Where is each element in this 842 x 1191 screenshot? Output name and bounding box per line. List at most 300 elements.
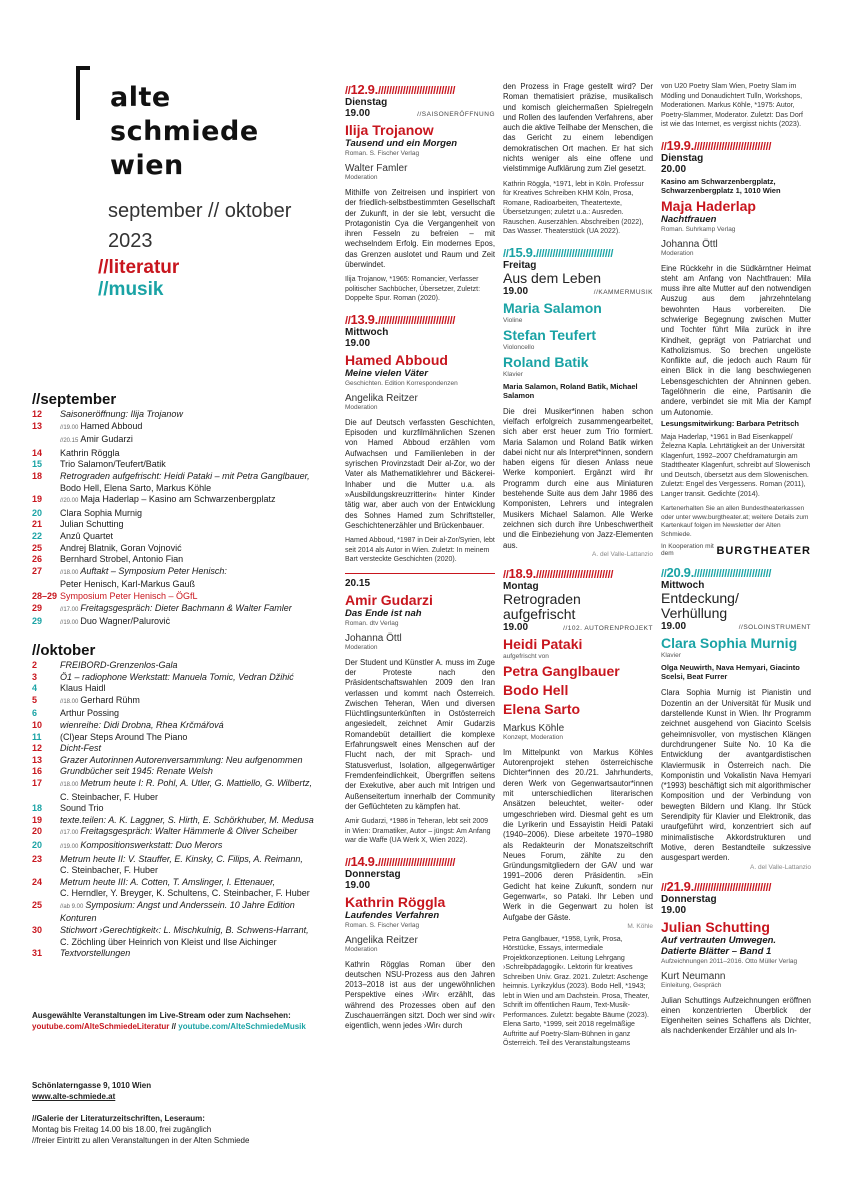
calendar-time: //ab 9.00 — [60, 903, 84, 910]
calendar-date: 13 — [32, 754, 43, 765]
calendar-date: 19 — [32, 494, 43, 505]
calendar-entry — [32, 579, 332, 591]
author-bio: Kathrin Röggla, *1971, lebt in Köln. Professur für Kreatives Schreiben KHM Köln, Prosa, Romane, Radioarbeiten, Theatertexte, Übersetzungen; zuletzt u.a.: Ausreden. Rauschen. Auserzählen. Abschreiben (2022), Das Wasser. Theaterstück (UA 2022). — [503, 180, 644, 236]
calendar-date — [32, 888, 60, 900]
weekday: Dienstag — [661, 152, 704, 164]
calendar-entry — [32, 531, 332, 543]
calendar-entry — [32, 471, 332, 483]
stream-text: Ausgewählte Veranstaltungen im Live-Stream oder zum Nachsehen: — [32, 1011, 291, 1020]
calendar-title-text: Sound Trio — [60, 803, 104, 814]
september-heading: //september — [32, 391, 117, 408]
calendar-title — [60, 566, 332, 580]
calendar-title-text: texte.teilen: A. K. Laggner, S. Hirth, E. Schörkhuber, M. Medusa — [60, 814, 314, 825]
gallery-heading: //Galerie der Literaturzeitschriften, Leseraum: — [32, 1114, 205, 1123]
calendar-date: 29 — [32, 616, 43, 627]
performer: Clara Sophia Murnig — [661, 635, 798, 652]
oktober-list — [32, 660, 332, 960]
calendar-title-text: Symposium Peter Henisch – ÖGfL — [60, 590, 198, 601]
calendar-entry — [32, 803, 332, 815]
calendar-entry — [32, 888, 332, 900]
calendar-date — [32, 483, 60, 495]
event-roeggla-continued — [503, 82, 653, 237]
calendar-entry — [32, 683, 332, 695]
column-2 — [503, 82, 653, 1057]
calendar-title — [60, 948, 332, 960]
calendar-title-text: C. Steinbacher, F. Huber — [60, 865, 159, 876]
moderator-role: Einleitung, Gespräch — [661, 981, 722, 989]
calendar-title-text: Peter Henisch, Karl-Markus Gauß — [60, 579, 196, 590]
calendar-title — [60, 591, 332, 603]
calendar-title-text: Retrograden aufgefrischt: Heidi Pataki – mit Petra Ganglbauer, — [60, 470, 310, 481]
calendar-time: //20.15 — [60, 438, 79, 445]
calendar-title-text: Amir Gudarzi — [80, 434, 133, 445]
calendar-time: //18.00 — [60, 781, 79, 788]
calendar-title — [60, 854, 332, 866]
moderator-role: Konzept, Moderation — [503, 733, 563, 741]
calendar-title-text: Bodo Hell, Elena Sarto, Markus Köhle — [60, 482, 212, 493]
photo-credit: A. del Valle-Lattanzio — [750, 863, 811, 871]
calendar-date: 10 — [32, 719, 43, 730]
instrument-2: Violoncello — [503, 343, 535, 351]
calendar-date: 20 — [32, 826, 43, 837]
logo-text-3: wien — [110, 150, 184, 181]
calendar-date: 25 — [32, 899, 43, 910]
calendar-entry — [32, 743, 332, 755]
stream-info — [32, 1010, 306, 1032]
calendar-title-text: Clara Sophia Murnig — [60, 507, 143, 518]
event-murnig — [661, 565, 811, 870]
calendar-entry — [32, 409, 332, 421]
guest-1: Petra Ganglbauer — [503, 662, 620, 679]
logo-text-2: schmiede — [110, 116, 259, 147]
calendar-date: 12 — [32, 409, 43, 419]
calendar-entry — [32, 900, 332, 914]
cooperation-text: In Kooperation mit dem — [661, 543, 714, 558]
publisher: Roman. S. Fischer Verlag — [345, 921, 420, 929]
logo-mark-icon — [76, 66, 90, 120]
calendar-entry — [32, 591, 332, 603]
calendar-entry — [32, 603, 332, 617]
author-bio: Amir Gudarzi, *1986 in Teheran, lebt seit 2009 in Wien: Dramatiker, Autor – jüngst: Am Anfang war die Waffe (UA Werk X, Wien 2022). — [345, 818, 491, 845]
calendar-title-text: Konturen — [60, 913, 97, 924]
venue-address: Kasino am Schwarzenbergplatz, Schwarzenbergplatz 1, 1010 Wien — [661, 176, 781, 195]
instrument-3: Klavier — [503, 370, 523, 378]
performer-3: Roland Batik — [503, 353, 589, 370]
calendar-title-text: Arthur Possing — [60, 708, 120, 719]
event-pataki — [503, 566, 653, 1049]
event-trio — [503, 245, 653, 558]
calendar-date: 3 — [32, 671, 38, 682]
calendar-entry — [32, 660, 332, 672]
logo-text-1: alte — [110, 82, 171, 113]
calendar-title-text: Kathrin Röggla — [60, 447, 120, 458]
link-separator: // — [169, 1022, 179, 1031]
calendar-title — [60, 543, 332, 555]
calendar-date: 5 — [32, 694, 38, 705]
performer-1: Maria Salamon — [503, 299, 602, 316]
time-line: 19.00 //102. AUTORENPROJEKT — [503, 621, 653, 633]
calendar-title — [60, 732, 332, 744]
calendar-date: 20 — [32, 507, 43, 518]
calendar-title — [60, 434, 332, 448]
author-name: Julian Schutting — [661, 918, 770, 935]
calendar-date: 4 — [32, 683, 38, 694]
calendar-date: 18 — [32, 803, 43, 814]
calendar-title — [60, 554, 332, 566]
calendar-time: //19.00 — [60, 843, 79, 850]
book-title: Laufendes Verfahren — [345, 909, 440, 921]
author-bio: Maja Haderlap, *1961 in Bad Eisenkappel/Železna Kapla. Lehrtätigkeit an der Universität Klagenfurt, 1992–2007 Chefdramaturgin am Stadttheater Klagenfurt, schreibt auf Slowenisch und Deutsch, übersetzt aus dem Slowenischen. Zuletzt: Engel des Vergessens. Roman (2011), Langer transit. Gedichte (2014). — [661, 433, 811, 498]
event-trojanow — [345, 82, 495, 304]
calendar-title — [60, 755, 332, 767]
calendar-title — [60, 937, 332, 949]
category-musik: //musik — [98, 279, 164, 300]
instrument-1: Violine — [503, 316, 523, 324]
calendar-time: //19.00 — [60, 620, 79, 627]
calendar-date: 14 — [32, 447, 43, 458]
calendar-entry — [32, 815, 332, 827]
calendar-entry — [32, 865, 332, 877]
calendar-title — [60, 925, 332, 937]
photo-credit: A. del Valle-Lattanzio — [592, 550, 653, 558]
calendar-title-text: Dicht-Fest — [60, 743, 102, 754]
weekday: Donnerstag — [345, 868, 401, 880]
calendar-entry — [32, 434, 332, 448]
calendar-title-text: Freitagsgespräch: Walter Hämmerle & Oliver Scheiber — [80, 826, 298, 837]
calendar-date: 24 — [32, 876, 43, 887]
ticket-info: Kartenerhalten Sie an allen Bundestheaterkassen oder unter www.burgtheater.at; weitere Details zum Kartenkauf folgen im Newsletter der Alten Schmiede. — [661, 505, 809, 538]
calendar-entry — [32, 913, 332, 925]
calendar-title-text: Textvorstellungen — [60, 948, 131, 959]
date-bar: //19.9.//////////////////////////// — [661, 137, 772, 153]
moderator-role: Moderation — [345, 945, 378, 953]
calendar-entry — [32, 519, 332, 531]
calendar-date: 20 — [32, 839, 43, 850]
event-description: Kathrin Rögglas Roman über den deutschen NSU-Prozess aus den Jahren 2013–2018 ist aus der ungewöhnlichen Perspektive eines ›Wir‹ erzählt, das während des Prozesses oben auf den Zuschauerrängen sitzt. Doch wer sind ›wir‹ eigentlich, wenn jedes ›Wir‹ durch — [345, 959, 495, 1031]
calendar-title-text: C. Herndler, Y. Breyger, K. Schultens, C. Steinbacher, F. Huber — [60, 888, 310, 899]
publisher: Geschichten. Edition Korrespondenzen — [345, 379, 458, 387]
calendar-title — [60, 877, 332, 889]
calendar-entry — [32, 566, 332, 580]
calendar-title — [60, 900, 332, 914]
calendar-date — [32, 865, 60, 877]
calendar-entry — [32, 854, 332, 866]
calendar-time: //20.00 — [60, 498, 79, 505]
event-haderlap — [661, 138, 811, 558]
composers: Maria Salamon, Roland Batik, Michael Salamon — [503, 381, 638, 400]
season — [108, 196, 291, 256]
calendar-title — [60, 743, 332, 755]
publisher: Roman. dtv Verlag — [345, 619, 399, 627]
calendar-title-text: Kompositionswerkstatt: Duo Merors — [80, 839, 223, 850]
calendar-date: 22 — [32, 530, 43, 541]
calendar-title-text: Maja Haderlap – Kasino am Schwarzenbergplatz — [80, 494, 276, 505]
calendar-title-text: Julian Schutting — [60, 519, 124, 530]
reading-participation: Lesungsmitwirkung: Barbara Petritsch — [661, 418, 799, 428]
calendar-title-text: Symposium: Angst und Anderssein. 10 Jahre Edition — [85, 899, 295, 910]
calendar-title-text: (Cl)ear Steps Around The Piano — [60, 731, 188, 742]
event-description: Eine Rückkehr in die Südkärntner Heimat steht am Anfang von Nachtfrauen: Mila muss ihre alte Mutter auf den notwendigen Auszug aus dem jahrzehntelang bewohnten Haus vorbereiten. Die schwierige Begegnung zwischen Mutter und Tochter führt Mila zurück in ihre Kindheit, geprägt von Patriarchat und Katholizismus. So brechen ungelöste Konflikte auf, die jedoch auch Raum für einen Blick in die lang beschwiegenen Lebensgeschichten der Ahninnen geben. Tagelöhnerin die eine, Partisanin die andere, verbindet sie mit Mia der Kampf um Autonomie. — [661, 263, 811, 417]
category-literatur: //literatur — [98, 257, 180, 278]
calendar-entry — [32, 755, 332, 767]
calendar-title — [60, 409, 332, 421]
event-description: Julian Schuttings Aufzeichnungen eröffnen einen konzentrierten Überblick der Eigenheiten seines Schaffens als Dichter, als nachdenkender Erzähler und als In- — [661, 995, 811, 1036]
calendar-title-text: Gerhard Rühm — [80, 694, 140, 705]
calendar-time: //18.00 — [60, 698, 79, 705]
burgtheater-logo: BURGTHEATER — [716, 545, 811, 558]
september-list — [32, 409, 332, 630]
calendar-date: 11 — [32, 731, 42, 742]
program-title-1: Entdeckung/ — [661, 590, 739, 607]
calendar-title-text: Grazer Autorinnen Autorenversammlung: Neu aufgenommen — [60, 754, 303, 765]
calendar-time: //17.00 — [60, 606, 79, 613]
performer-2: Stefan Teufert — [503, 326, 597, 343]
calendar-title — [60, 695, 332, 709]
calendar-date: 18 — [32, 470, 43, 481]
calendar-title — [60, 494, 332, 508]
guests-bio: von U20 Poetry Slam Wien, Poetry Slam im Mödling und Donaudichtert Tulln, Workshops, Moderationen. Markus Köhle, *1975: Autor, Poetry-Slammer, Moderator. Zuletzt: Das Dorf ist wie das Internet, es vergisst nichts (2023). — [661, 83, 803, 128]
weekday: Dienstag — [345, 97, 388, 108]
time-line: 19.00 — [345, 879, 371, 891]
calendar-date — [32, 434, 60, 448]
calendar-title — [60, 421, 332, 435]
publisher: Roman. S. Fischer Verlag — [345, 150, 420, 157]
calendar-title — [60, 448, 332, 460]
cooperation — [661, 543, 811, 557]
calendar-entry — [32, 672, 332, 684]
author-name: Maja Haderlap — [661, 197, 756, 214]
moderator-role: Moderation — [345, 403, 378, 411]
calendar-date: 30 — [32, 925, 43, 936]
calendar-entry — [32, 543, 332, 555]
oktober-heading: //oktober — [32, 642, 96, 659]
calendar-entry — [32, 708, 332, 720]
publisher: Roman. Suhrkamp Verlag — [661, 225, 736, 233]
calendar-entry — [32, 421, 332, 435]
calendar-date: 12 — [32, 743, 43, 754]
calendar-date — [32, 913, 60, 925]
calendar-title-text: Duo Wagner/Paluroviċ — [80, 616, 171, 627]
column-3 — [661, 82, 811, 1045]
calendar-entry — [32, 732, 332, 744]
book-title-1: Auf vertrauten Umwegen. — [661, 934, 777, 946]
moderator: Angelika Reitzer — [345, 392, 418, 404]
calendar-title — [60, 471, 332, 483]
event-description: den Prozess in Frage gestellt wird? Der Roman thematisiert präzise, musikalisch und komisch gleichermaßen Spielregeln und Rollen des laufenden Verfahrens, aber auch die aktive Teilhabe der Menschen, die das Gericht zu einem lebendigen demokratischen Ort machen. Er hat sich nichts weniger als eine offene und vielstimmige Aufklärung zum Ziel gesetzt. — [503, 82, 653, 174]
time-line: 20.00 — [661, 163, 687, 175]
calendar-title-text: Andrej Blatnik, Goran Vojnović — [60, 542, 182, 553]
date-bar: //20.9.//////////////////////////// — [661, 565, 772, 581]
weekday: Donnerstag — [661, 893, 717, 905]
calendar-date: 15 — [32, 459, 43, 470]
calendar-title — [60, 840, 332, 854]
calendar-title — [60, 531, 332, 543]
calendar-title — [60, 579, 332, 591]
calendar-date: 28–29 — [32, 590, 58, 601]
youtube-musik-link[interactable]: youtube.com/AlteSchmiedeMusik — [178, 1022, 306, 1031]
calendar-entry — [32, 766, 332, 778]
free-entry: //freier Eintritt zu allen Veranstaltungen in der Alten Schmiede — [32, 1136, 250, 1145]
calendar-title-text: Saisoneröffnung: Ilija Trojanow — [60, 409, 183, 419]
calendar-entry — [32, 720, 332, 732]
calendar-title-text: C. Zöchling über Heinrich von Kleist und Ilse Aichinger — [60, 936, 277, 947]
book-title-2: Datierte Blätter – Band 1 — [661, 945, 772, 957]
season-months: september // oktober — [108, 200, 292, 222]
calendar-title-text: Metrum heute III: A. Cotten, T. Amslinger, I. Ettenauer, — [60, 876, 276, 887]
calendar-title-text: Metrum heute I: R. Pohl, A. Utler, G. Mattiello, G. Wilbertz, — [80, 777, 313, 788]
author-name: Heidi Pataki — [503, 635, 583, 652]
divider — [345, 573, 495, 574]
author-name: Hamed Abboud — [345, 351, 448, 368]
calendar-title-text: Auftakt – Symposium Peter Henisch: — [80, 565, 227, 576]
date-bar: //12.9.//////////////////////////// — [345, 82, 456, 97]
publisher: Aufzeichnungen 2011–2016. Otto Müller Verlag — [661, 957, 798, 965]
author-name: Ilija Trojanow — [345, 122, 434, 138]
calendar-title — [60, 483, 332, 495]
moderator: Johanna Öttl — [345, 632, 402, 644]
calendar-time: //18.00 — [60, 569, 79, 576]
weekday: Freitag — [503, 259, 537, 271]
calendar-date: 13 — [32, 420, 43, 431]
gallery-hours: Montag bis Freitag 14.00 bis 18.00, frei zugänglich — [32, 1125, 212, 1134]
calendar-title-text: Bernhard Strobel, Antonio Fian — [60, 554, 184, 565]
calendar-title — [60, 672, 332, 684]
time-line: 19.00 //KAMMERMUSIK — [503, 285, 653, 297]
date-bar: //18.9.//////////////////////////// — [503, 565, 614, 581]
contact — [32, 1080, 151, 1102]
calendar-title-text: wienreihe: Didi Drobna, Rhea Krčmářová — [60, 719, 224, 730]
moderator-role: Moderation — [345, 174, 378, 181]
calendar-date: 29 — [32, 602, 43, 613]
calendar-time: //19.00 — [60, 424, 79, 431]
guest-3: Elena Sarto — [503, 700, 581, 717]
calendar-entry — [32, 877, 332, 889]
calendar-title-text: Hamed Abboud — [80, 420, 143, 431]
calendar-title — [60, 815, 332, 827]
calendar-title-text: FREIBORD-Grenzenlos-Gala — [60, 660, 178, 670]
calendar-title — [60, 508, 332, 520]
website-link[interactable]: www.alte-schmiede.at — [32, 1092, 116, 1101]
program-title-1: Retrograden — [503, 590, 581, 607]
author-name: Kathrin Röggla — [345, 893, 446, 910]
calendar-entry — [32, 494, 332, 508]
guest-2: Bodo Hell — [503, 681, 569, 698]
calendar-entry — [32, 826, 332, 840]
photo-credit: M. Köhle — [627, 922, 653, 930]
calendar-title — [60, 826, 332, 840]
calendar-date — [32, 792, 60, 804]
program-title-2: Verhüllung — [661, 605, 728, 622]
column-1 — [345, 82, 495, 1040]
calendar-title — [60, 459, 332, 471]
moderator: Johanna Öttl — [661, 238, 718, 250]
instrument: Klavier — [661, 652, 681, 660]
author-bio: Ilija Trojanow, *1965: Romancier, Verfasser politischer Sachbücher, Übersetzer, Zuletzt: Doppelte Spur. Roman (2020). — [345, 276, 481, 303]
author-name: Amir Gudarzi — [345, 591, 433, 608]
calendar-entry — [32, 554, 332, 566]
date-bar: //14.9.//////////////////////////// — [345, 853, 456, 869]
date-bar: //21.9.//////////////////////////// — [661, 878, 772, 894]
program-title-2: aufgefrischt — [503, 605, 576, 622]
time-line: 19.00 //SAISONERÖFFNUNG — [345, 108, 495, 119]
book-title: Meine vielen Väter — [345, 367, 428, 379]
calendar-title — [60, 616, 332, 630]
moderator-role: Moderation — [345, 643, 378, 651]
calendar-date: 16 — [32, 766, 43, 777]
calendar-title — [60, 792, 332, 804]
book-title: Tausend und ein Morgen — [345, 138, 458, 149]
event-schutting — [661, 879, 811, 1037]
calendar-entry — [32, 925, 332, 937]
date-bar: //13.9.//////////////////////////// — [345, 311, 456, 327]
calendar-entry — [32, 483, 332, 495]
calendar-title — [60, 778, 332, 792]
calendar-title-text: Trio Salamon/Teufert/Batik — [60, 459, 166, 470]
calendar-title — [60, 519, 332, 531]
time-line: 19.00 //SOLOINSTRUMENT — [661, 621, 811, 633]
moderator-role: Moderation — [661, 249, 694, 257]
event-roeggla — [345, 854, 495, 1032]
event-abboud — [345, 312, 495, 565]
event-gudarzi — [345, 573, 495, 846]
calendar-entry — [32, 778, 332, 792]
calendar-entry — [32, 840, 332, 854]
calendar-date: 2 — [32, 660, 38, 670]
calendar-time: //17.00 — [60, 830, 79, 837]
calendar-entry — [32, 695, 332, 709]
author-bio: Hamed Abboud, *1987 in Deir al-Zor/Syrien, lebt seit 2014 als Autor in Wien. Zuletzt: In meinem Bart versteckte Geschichten (2020). — [345, 537, 495, 564]
calendar-title-text: Grundbücher seit 1945: Renate Welsh — [60, 766, 213, 777]
weekday: Mittwoch — [661, 580, 705, 592]
calendar-date: 31 — [32, 948, 43, 959]
opening-info — [32, 1113, 249, 1146]
calendar-entry — [32, 792, 332, 804]
calendar-title — [60, 888, 332, 900]
calendar-title — [60, 683, 332, 695]
time-line: 20.15 — [345, 577, 371, 589]
calendar-title-text: Klaus Haidl — [60, 683, 106, 694]
calendar-title-text: Anzû Quartet — [60, 530, 114, 541]
event-description: Die drei Musiker*innen haben schon vielfach erfolgreich zusammengearbeitet, sich aber erst heuer zum Trio formiert. Maria Salamon und Roland Batik wirken dabei nicht nur als Interpret*innen, sondern haben eigens für diesen Anlass neue Werke komponiert. Ergänzt wird ihr Programm durch eine aus Miniaturen bestehende Suite aus dem Jahr 1986 des Komponisten, Lehrers und integralen Musikers Michael Salamon. Alle Werke zeichnen sich durch ihre Unbeschwertheit und die Einbeziehung von Jazz-Elementen aus. — [503, 406, 653, 550]
address: Schönlaterngasse 9, 1010 Wien — [32, 1081, 152, 1090]
calendar-title — [60, 913, 332, 925]
calendar-date — [32, 937, 60, 949]
youtube-literatur-link[interactable]: youtube.com/AlteSchmiedeLiteratur — [32, 1022, 170, 1031]
calendar-date: 6 — [32, 708, 38, 719]
calendar-title — [60, 803, 332, 815]
calendar-title — [60, 708, 332, 720]
calendar-entry — [32, 948, 332, 960]
event-pataki-continued — [661, 82, 811, 130]
weekday: Montag — [503, 580, 539, 592]
time-line: 19.00 — [661, 904, 687, 916]
moderator: Angelika Reitzer — [345, 934, 418, 946]
guests-bio: Petra Ganglbauer, *1958, Lyrik, Prosa, Hörstücke, Essays, intermediale Projektkonzeptionen. Leitung Lehrgang ›Schreibpädagogik‹. Lektorin für kreatives Schreiben Univ. Graz. 2021. Zuletzt: Aschenge heimnis. Lyrikzyklus (2023). Bodo Hell, *1943; lebt in Wien und am Dachstein. Prosa, Theater, Schrift im öffentlichen Raum, Text-Musik-Performances. Zuletzt: begabte Bäume (2023). Elena Sarto, *1999, seit 2018 regelmäßige Auftritte auf Poetry-Slam-Bühnen in ganz Österreich. Teil des Veranstaltungsteams — [503, 935, 650, 1048]
calendar-date: 19 — [32, 814, 43, 825]
calendar-entry — [32, 459, 332, 471]
event-description: Die auf Deutsch verfassten Geschichten, Episoden und kurzfilmähnlichen Szenen von Hamed Abboud erzählen vom Aufwachsen und Familienleben in der syrischen Provinzstadt Deir al-Zor, wo der Vater als Mathematiklehrer und Bäckerei-Inhaber und die Mutter u.a. als »Ausbildungskreuzritterin« hinter Kinder tätig war, aber auch von der Entwicklung des Sohnes Hamed zum Schriftsteller, Geschichtenerzähler und Brückenbauer. — [345, 417, 495, 530]
event-description: Clara Sophia Murnig ist Pianistin und Dozentin an der Universität für Musik und darstellende Kunst in Wien. Ihr Programm zeichnet ausgehend von Giacinto Scelsis geheimnisvoller, von mystischen Klängen durchdrungener Suite No. 10 Ka die Entwicklung der avantgardistischen Klaviermusik in Österreich nach. Die Komponistin und Vokalistin Nava Hemyari (*1993) beschäftigt sich mit algorithmischer Komposition und der Verbindung von bewegten Bildern und Klang. Ihr Stück Serendipity für Klavier und Elektronik, das uraufgeführt wird, konzentriert sich auf minimalistische Akkordstrukturen und Motive, deren Bestandteile sukzessive ausgespart werden. — [661, 688, 811, 863]
time-line: 19.00 — [345, 337, 371, 349]
date-bar: //15.9.//////////////////////////// — [503, 244, 614, 260]
calendar-title — [60, 720, 332, 732]
calendar-date: 23 — [32, 853, 43, 864]
event-description: Im Mittelpunkt von Markus Köhles Autorenprojekt stehen österreichische Dichter*innen des 20./21. Jahrhunderts, deren Werk von Gegenwartsautor*innen mit unterschiedlichen literarischen Ansätzen beleuchtet, weiter- oder umgeschrieben wird. Diesmal geht es um die Lyrikerin und Essayistin Heidi Pataki (1940–2006). Diese arbeitete 1970–1980 als Redakteurin der Monatszeitschrift Neues Forum, zählte zu den Gründungsmitgliedern der GAV und war 1991–2006 deren Präsidentin. »Ein Gedicht hat keine Zukunft, sondern nur Gegenwart«, so Pataki. Ihr Leben und Werk in die Gegenwart zu holen ist Aufgabe der Gäste. — [503, 747, 653, 922]
calendar-date: 17 — [32, 777, 43, 788]
calendar-entry — [32, 448, 332, 460]
calendar-title — [60, 766, 332, 778]
calendar-entry — [32, 508, 332, 520]
